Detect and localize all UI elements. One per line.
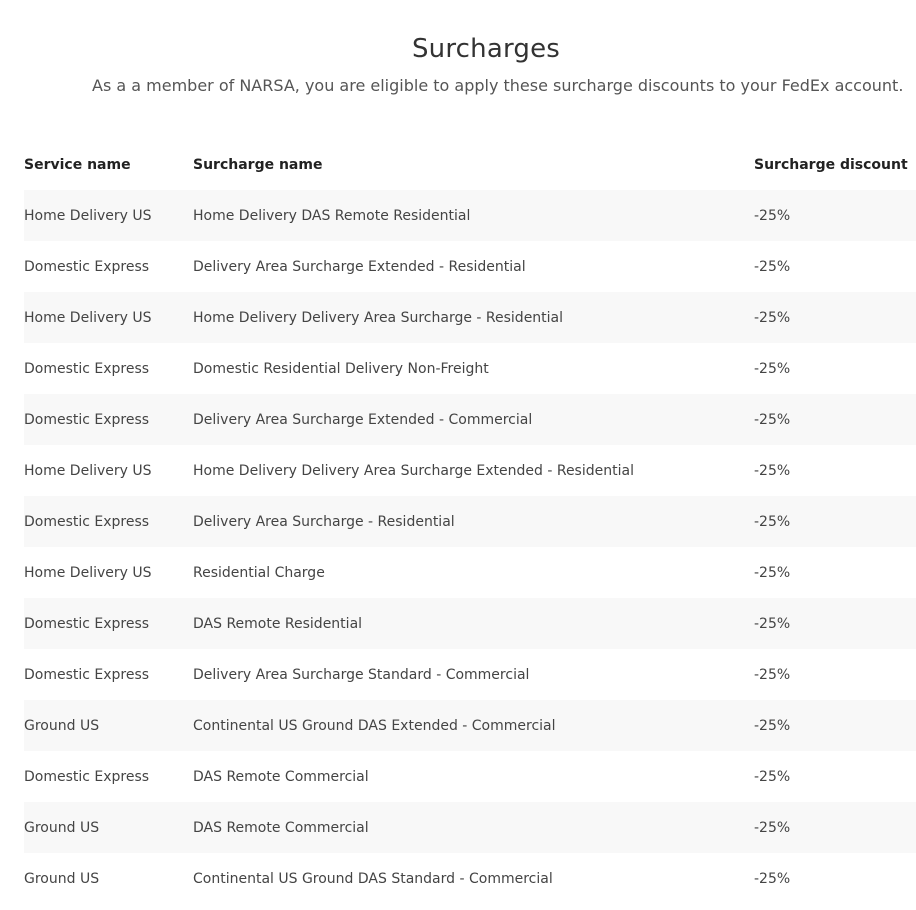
header-surcharge-discount: Surcharge discount [754,157,908,173]
table-row [24,547,916,598]
cell-service-name: Domestic Express [24,666,150,683]
table-row [24,394,916,445]
cell-service-name: Home Delivery US [24,207,152,224]
cell-surcharge-name: Continental US Ground DAS Extended - Commercial [193,717,556,734]
cell-surcharge-name: Delivery Area Surcharge Extended - Residential [193,258,526,275]
page-title: Surcharges [411,34,561,65]
cell-surcharge-discount: -25% [754,717,791,734]
page-subtitle: As a a member of NARSA, you are eligible to apply these surcharge discounts to your FedEx account. [92,76,904,95]
cell-service-name: Ground US [24,819,100,836]
table-header [24,140,916,190]
cell-surcharge-name: Delivery Area Surcharge Extended - Commercial [193,411,533,428]
cell-surcharge-discount: -25% [754,360,791,377]
cell-surcharge-name: Domestic Residential Delivery Non-Freight [193,360,489,377]
table-row [24,598,916,649]
cell-service-name: Home Delivery US [24,462,152,479]
table-row [24,700,916,751]
cell-surcharge-name: DAS Remote Residential [193,615,363,632]
table-row [24,241,916,292]
cell-surcharge-name: DAS Remote Commercial [193,768,369,785]
cell-service-name: Home Delivery US [24,564,152,581]
cell-surcharge-name: Home Delivery Delivery Area Surcharge - Residential [193,309,564,326]
cell-service-name: Domestic Express [24,411,150,428]
table-row [24,802,916,853]
table-row [24,496,916,547]
cell-service-name: Ground US [24,717,100,734]
cell-service-name: Domestic Express [24,258,150,275]
cell-surcharge-discount: -25% [754,768,791,785]
cell-service-name: Domestic Express [24,513,150,530]
cell-service-name: Domestic Express [24,360,150,377]
cell-surcharge-discount: -25% [754,258,791,275]
table-row [24,190,916,241]
table-row [24,292,916,343]
cell-surcharge-name: DAS Remote Commercial [193,819,369,836]
table-body [24,190,916,904]
header-surcharge-name: Surcharge name [193,157,323,173]
surcharge-table [24,140,916,904]
table-row [24,445,916,496]
cell-service-name: Home Delivery US [24,309,152,326]
cell-surcharge-name: Continental US Ground DAS Standard - Commercial [193,870,553,887]
table-row [24,751,916,802]
table-header-row [24,140,916,190]
cell-surcharge-discount: -25% [754,870,791,887]
cell-surcharge-discount: -25% [754,309,791,326]
table-row [24,343,916,394]
table-row [24,853,916,904]
cell-surcharge-discount: -25% [754,411,791,428]
cell-service-name: Ground US [24,870,100,887]
cell-surcharge-discount: -25% [754,564,791,581]
cell-surcharge-discount: -25% [754,666,791,683]
cell-surcharge-name: Home Delivery Delivery Area Surcharge Extended - Residential [193,462,634,479]
cell-surcharge-name: Delivery Area Surcharge - Residential [193,513,455,530]
cell-surcharge-discount: -25% [754,513,791,530]
header-service-name: Service name [24,157,131,173]
cell-surcharge-discount: -25% [754,462,791,479]
cell-surcharge-name: Home Delivery DAS Remote Residential [193,207,471,224]
cell-surcharge-discount: -25% [754,819,791,836]
cell-surcharge-name: Delivery Area Surcharge Standard - Commercial [193,666,530,683]
cell-service-name: Domestic Express [24,768,150,785]
cell-surcharge-name: Residential Charge [193,564,325,581]
cell-surcharge-discount: -25% [754,615,791,632]
table-row [24,649,916,700]
cell-service-name: Domestic Express [24,615,150,632]
cell-surcharge-discount: -25% [754,207,791,224]
